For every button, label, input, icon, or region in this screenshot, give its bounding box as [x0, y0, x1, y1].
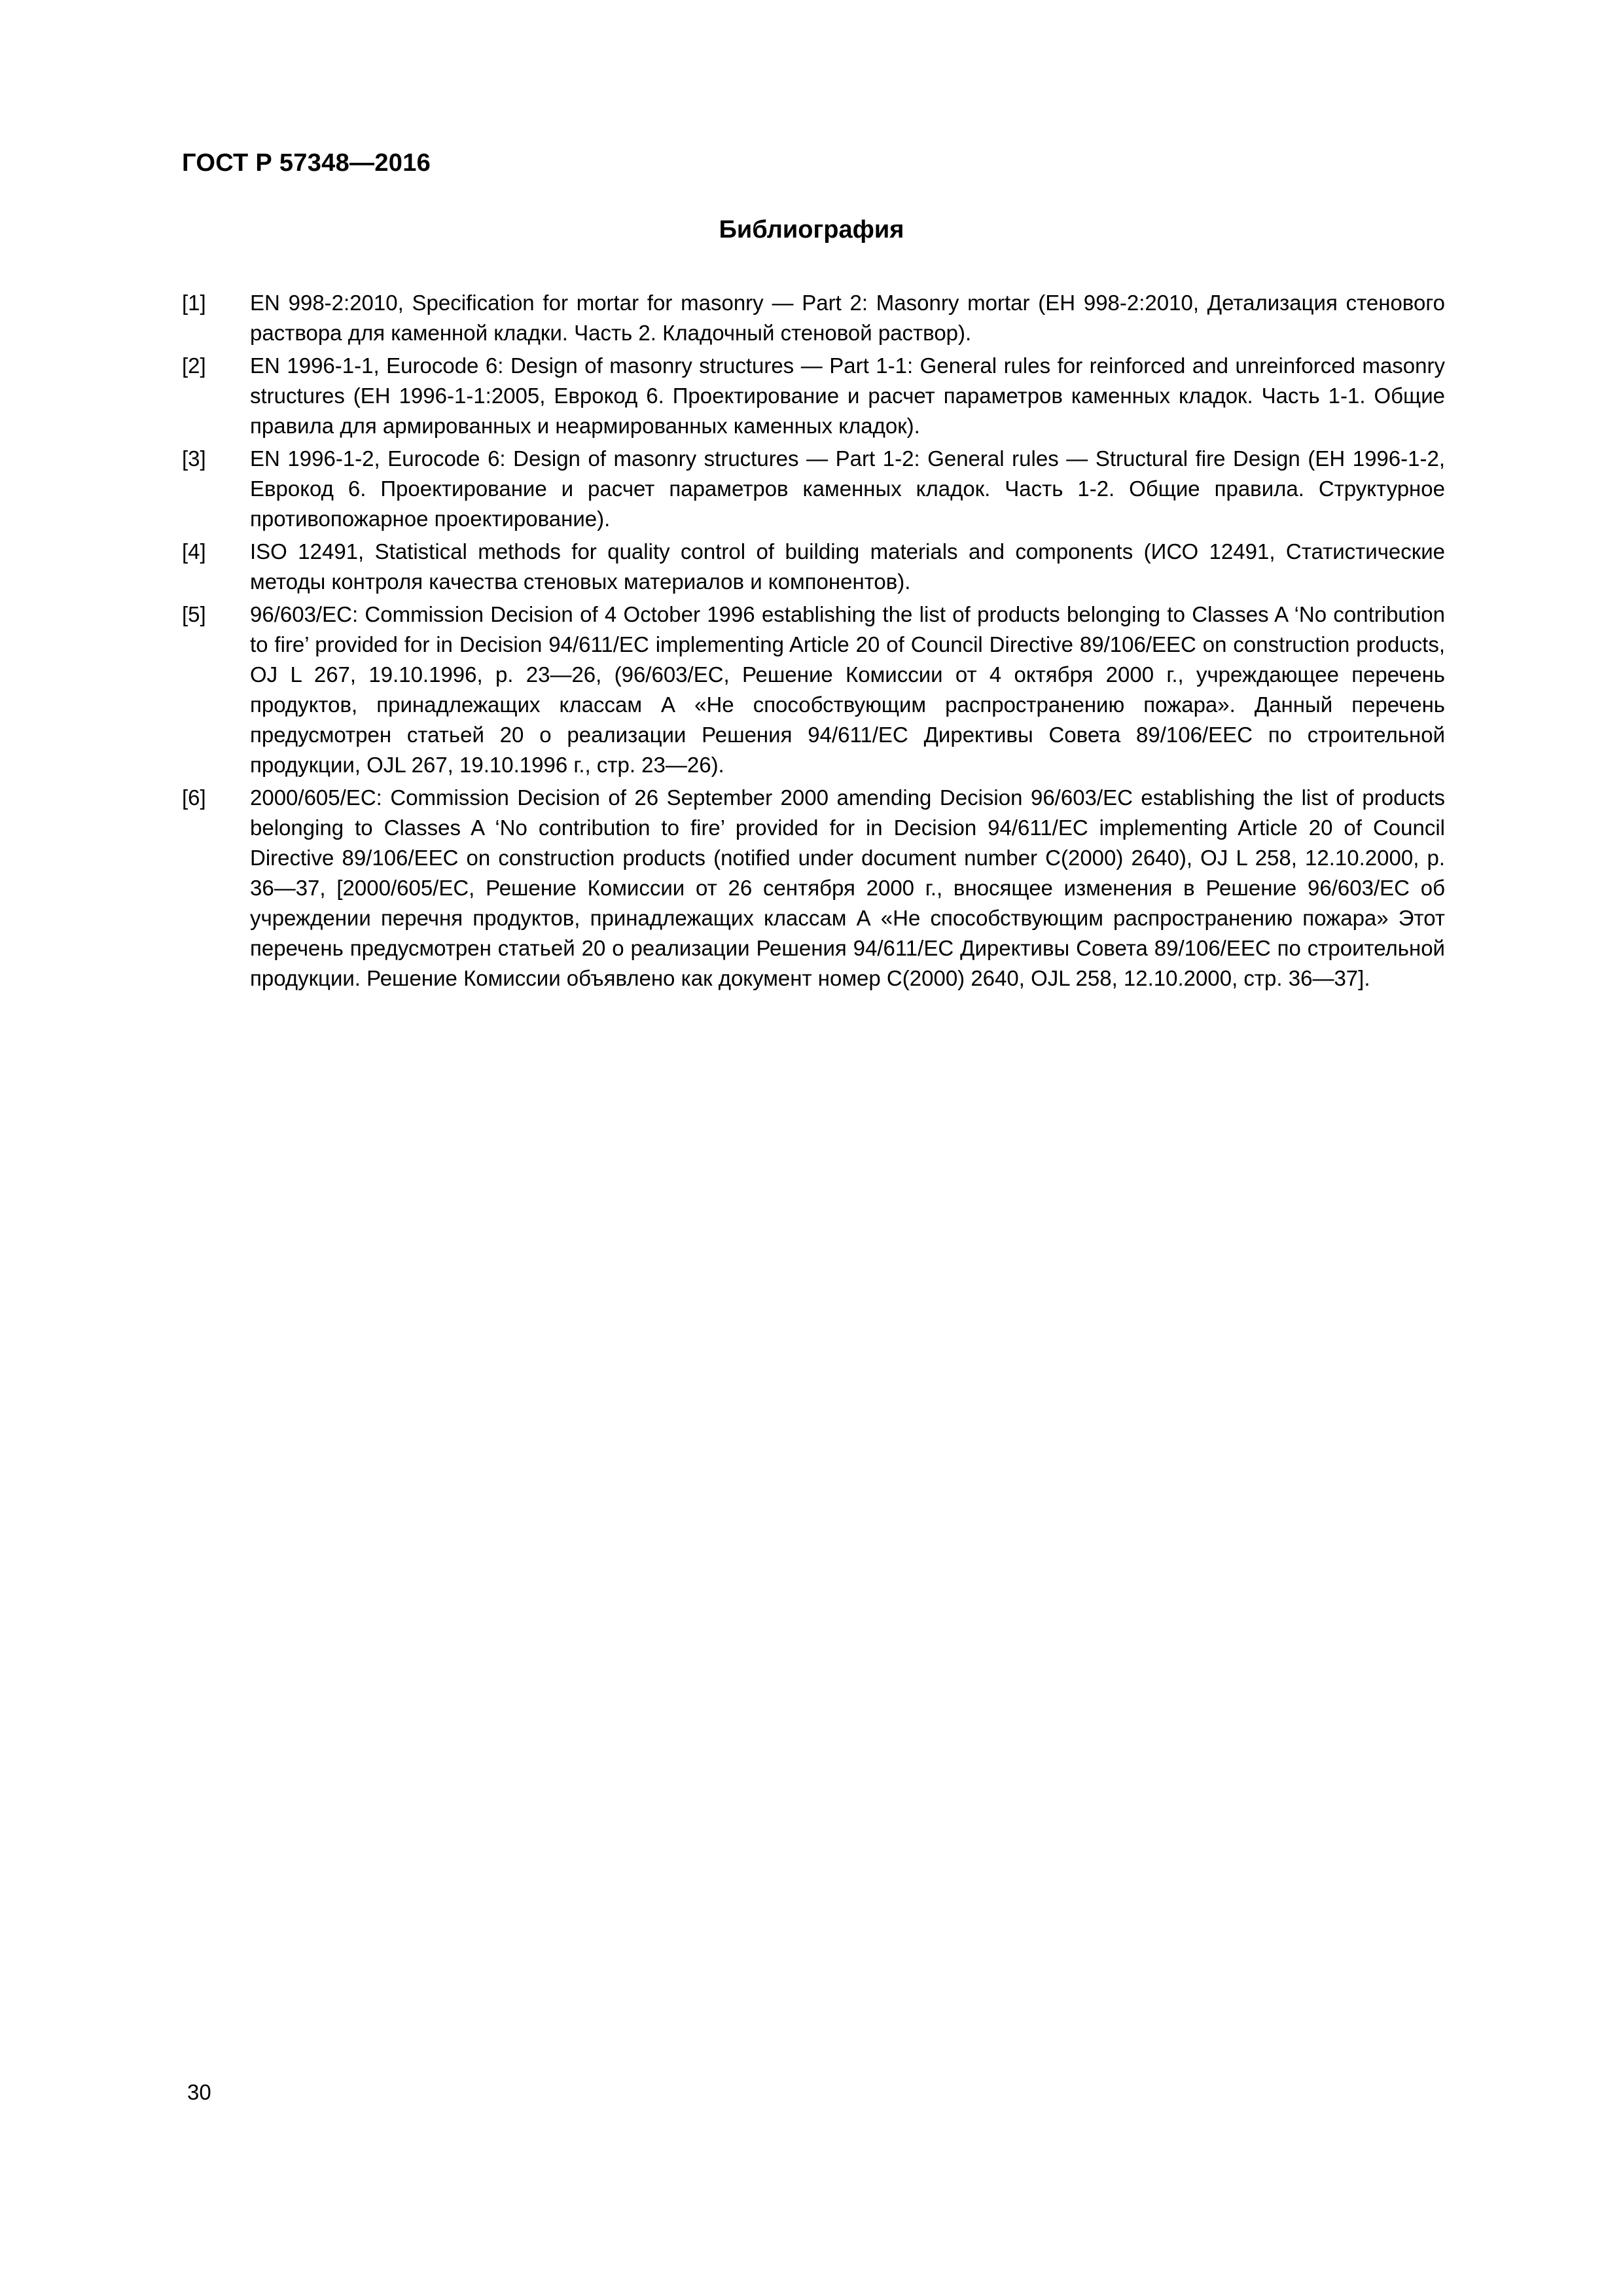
reference-text: EN 998-2:2010, Specification for mortar for masonry — Part 2: Masonry mortar (ЕН 998-2:2010, Детализация стенового раствора для каменной кладки. Часть 2. Кладочный стеновой раствор).	[250, 291, 1445, 345]
list-item	[182, 537, 1445, 597]
reference-number: [4]	[182, 539, 206, 564]
reference-number: [6]	[182, 785, 206, 810]
reference-text: 2000/605/ЕС: Commission Decision of 26 September 2000 amending Decision 96/603/ЕС establishing the list of products belonging to Classes A ‘No contribution to fire’ provided for in Decision 94/611/ЕС implementing Article 20 of Council Directive 89/106/EEC on construction products (notified under document number C(2000) 2640), OJ L 258, 12.10.2000, p. 36—37, [2000/605/ЕС, Решение Комиссии от 26 сентября 2000 г., вносящее изменения в Решение 96/603/ЕС об учреждении перечня продуктов, принадлежащих классам А «Не способствующим распространению пожара» Этот перечень предусмотрен статьей 20 о реализации Решения 94/611/ЕС Директивы Совета 89/106/ЕЕС по строительной продукции. Решение Комиссии объявлено как документ номер C(2000) 2640, OJL 258, 12.10.2000, стр. 36—37].	[250, 785, 1445, 990]
list-item	[182, 444, 1445, 534]
reference-text: EN 1996-1-1, Eurocode 6: Design of masonry structures — Part 1-1: General rules for reinforced and unreinforced masonry structures (ЕН 1996-1-1:2005, Еврокод 6. Проектирование и расчет параметров каменных кладок. Часть 1-1. Общие правила для армированных и неармированных каменных кладок).	[250, 353, 1445, 438]
document-header: ГОСТ Р 57348—2016	[182, 149, 431, 177]
reference-text: ISO 12491, Statistical methods for quality control of building materials and components (ИСО 12491, Статистические методы контроля качества стеновых материалов и компонентов).	[250, 539, 1445, 594]
list-item	[182, 783, 1445, 994]
reference-text: EN 1996-1-2, Eurocode 6: Design of masonry structures — Part 1-2: General rules — Structural fire Design (ЕН 1996-1-2, Еврокод 6. Проектирование и расчет параметров каменных кладок. Часть 1-2. Общие правила. Структурное противопожарное проектирование).	[250, 446, 1445, 531]
reference-number: [2]	[182, 353, 206, 378]
reference-number: [5]	[182, 602, 206, 626]
reference-text: 96/603/ЕС: Commission Decision of 4 October 1996 establishing the list of products belonging to Classes A ‘No contribution to fire’ provided for in Decision 94/611/ЕС implementing Article 20 of Council Directive 89/106/EEC on construction products, OJ L 267, 19.10.1996, p. 23—26, (96/603/ЕС, Решение Комиссии от 4 октября 2000 г., учреждающее перечень продуктов, принадлежащих классам А «Не способствующим распространению пожара». Данный перечень предусмотрен статьей 20 о реализации Решения 94/611/ЕС Директивы Совета 89/106/ЕЕС по строительной продукции, OJL 267, 19.10.1996 г., стр. 23—26).	[250, 602, 1445, 777]
page-title: Библиография	[719, 216, 904, 243]
list-item	[182, 351, 1445, 441]
list-item	[182, 288, 1445, 348]
page-number: 30	[187, 2080, 211, 2104]
list-item	[182, 600, 1445, 780]
bibliography-list	[182, 288, 1445, 996]
reference-number: [1]	[182, 291, 206, 315]
reference-number: [3]	[182, 446, 206, 471]
